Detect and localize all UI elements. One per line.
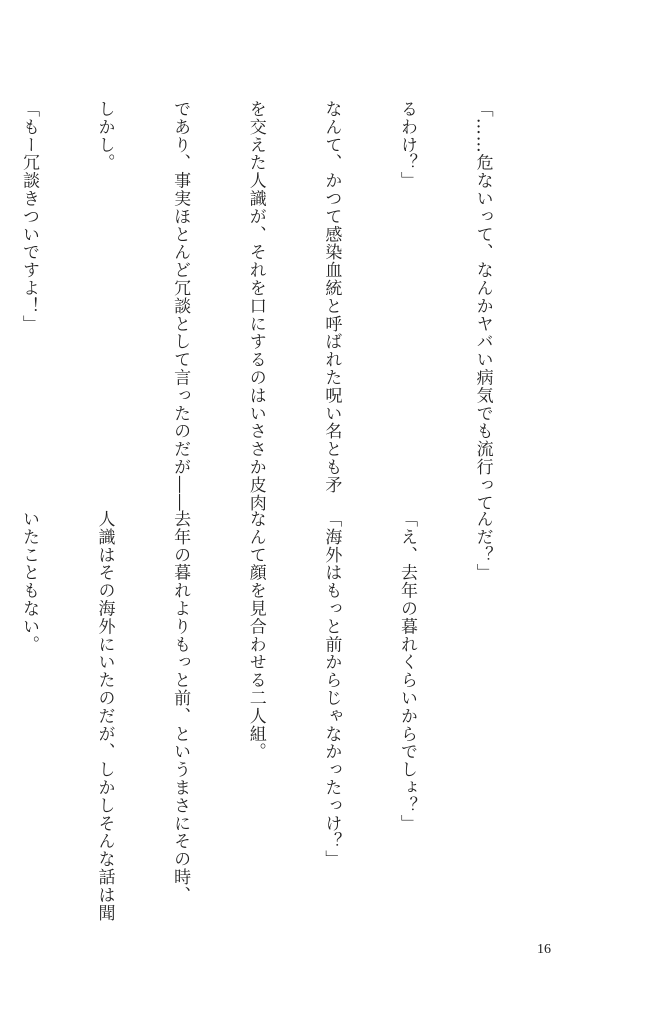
text-line: であり、事実ほとんど冗談として言ったのだが―― [170, 100, 191, 512]
text-line: なんて顔を見合わせる二人組。 [245, 510, 266, 761]
text-line: なんて、かつて感染血統と呼ばれた呪い名とも矛 [321, 100, 342, 494]
text-line: 「もー冗談きついですよ！」 [18, 100, 39, 333]
lower-text-block [18, 510, 545, 922]
text-line: 人識はその海外にいたのだが、しかしそんな話は聞 [94, 510, 115, 922]
text-line: んだ？」 [472, 510, 493, 582]
upper-text-block [18, 100, 545, 512]
text-line: しかし。 [94, 100, 115, 172]
text-line: いたこともない。 [18, 510, 39, 654]
text-line: るわけ？」 [396, 100, 417, 190]
text-line: を交えた人識が、それを口にするのはいささか皮肉 [245, 100, 266, 512]
text-line: 「海外はもっと前からじゃなかったっけ？」 [321, 510, 342, 868]
page-number: 16 [537, 942, 551, 957]
text-line: 「……危ないって、なんかヤバい病気でも流行って [472, 100, 493, 512]
text-line: 去年の暮れよりもっと前、というまさにその時、 [170, 510, 191, 904]
text-line: 「え、去年の暮れくらいからでしょ？」 [396, 510, 417, 833]
